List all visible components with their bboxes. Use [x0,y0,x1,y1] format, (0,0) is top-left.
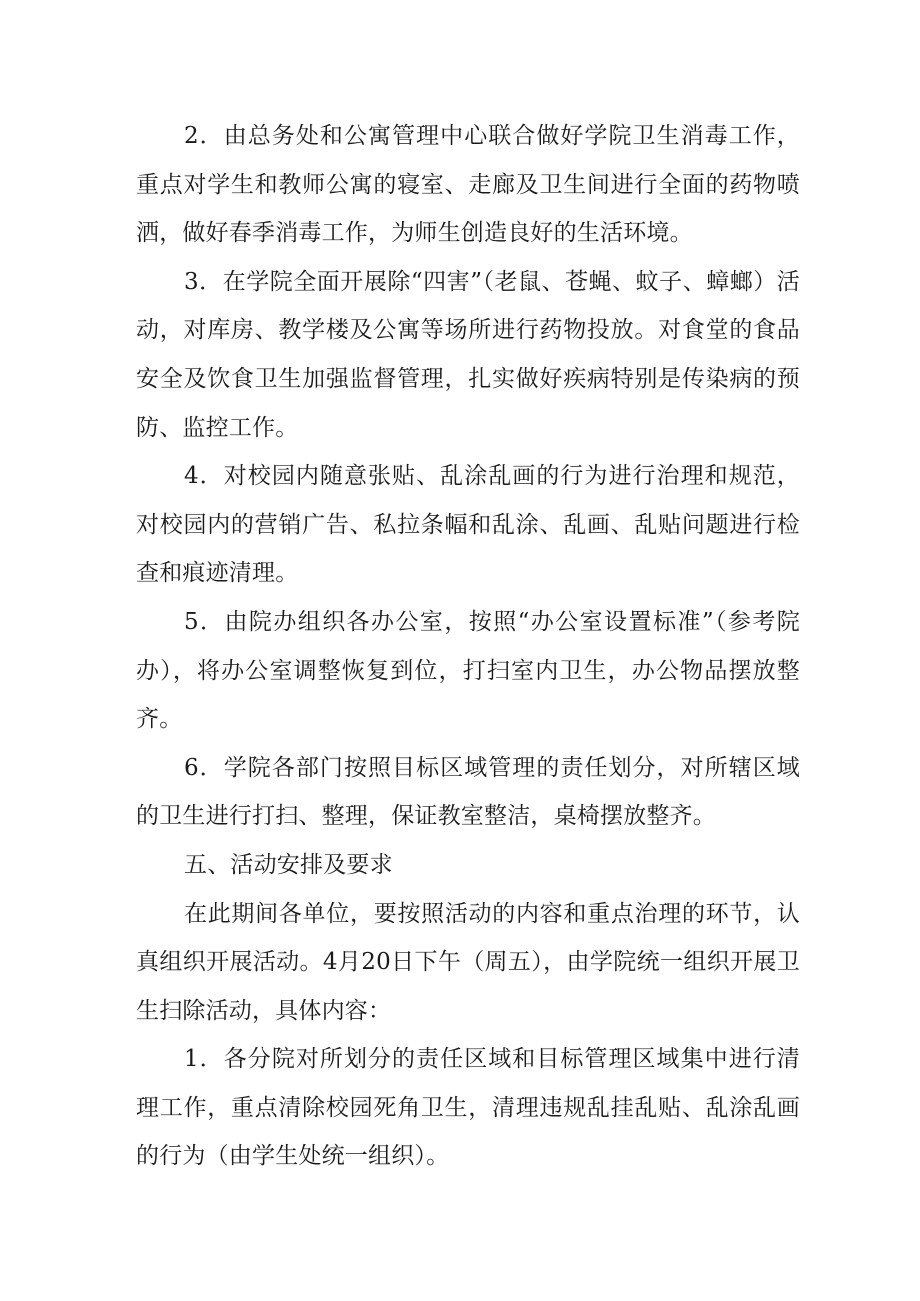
paragraph-item-6: 6．学院各部门按照目标区域管理的责任划分，对所辖区域的卫生进行打扫、整理，保证教室整洁，桌椅摆放整齐。 [136,754,800,830]
paragraph-item-1: 1．各分院对所划分的责任区域和目标管理区域集中进行清理工作，重点清除校园死角卫生，清理违规乱挂乱贴、乱涂乱画的行为（由学生处统一组织）。 [136,1046,800,1170]
paragraph-item-4: 4．对校园内随意张贴、乱涂乱画的行为进行治理和规范，对校园内的营销广告、私拉条幅和乱涂、乱画、乱贴问题进行检查和痕迹清理。 [136,463,800,587]
paragraph-item-5: 5．由院办组织各办公室，按照“办公室设置标准”（参考院办），将办公室调整恢复到位，打扫室内卫生，办公物品摆放整齐。 [136,608,800,733]
paragraph-item-2: 2．由总务处和公寓管理中心联合做好学院卫生消毒工作，重点对学生和教师公寓的寝室、走廊及卫生间进行全面的药物喷洒，做好春季消毒工作，为师生创造良好的生活环境。 [136,123,800,247]
paragraph-intro: 在此期间各单位，要按照活动的内容和重点治理的环节，认真组织开展活动。4月20日下午（周五），由学院统一组织开展卫生扫除活动，具体内容： [136,900,800,1024]
document-body [136,112,800,1181]
section-heading: 五、活动安排及要求 [184,851,393,878]
paragraph-item-3: 3．在学院全面开展除“四害”（老鼠、苍蝇、蚊子、蟑螂）活动，对库房、教学楼及公寓等场所进行药物投放。对食堂的食品安全及饮食卫生加强监督管理，扎实做好疾病特别是传染病的预防、监控工作。 [136,268,800,441]
